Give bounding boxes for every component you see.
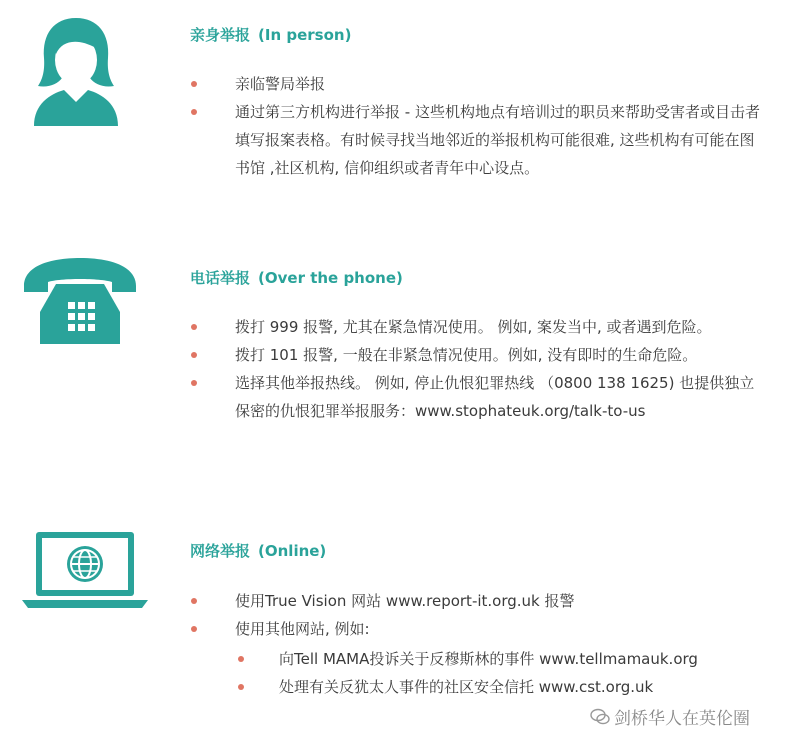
watermark-text: 剑桥华人在英伦圈 [614,709,750,729]
list-item: 使用True Vision 网站 www.report-it.org.uk 报警 [190,587,765,615]
person-icon [28,14,124,130]
list-item: 选择其他举报热线。 例如, 停止仇恨犯罪热线 （0800 138 1625) 也提供独立保密的仇恨犯罪举报服务：www.stophateuk.org/talk-to-us [190,369,765,425]
laptop-globe-icon [22,530,148,616]
bullet-list [190,587,765,701]
bullet-list [190,70,765,182]
list-item: 拨打 999 报警, 尤其在紧急情况使用。 例如, 案发当中, 或者遇到危险。 [190,313,765,341]
telephone-icon [20,256,140,350]
section-title-en: (In person) [258,26,352,44]
list-item-label: 使用其他网站, 例如: [235,620,370,638]
list-item: 亲临警局举报 [190,70,765,98]
sub-list-item: 向Tell MAMA投诉关于反穆斯林的事件 www.tellmamauk.org [235,645,765,673]
section-title-zh: 电话举报 [190,269,251,287]
section-title [190,540,326,561]
section-title-zh: 亲身举报 [190,26,251,44]
section-title [190,267,403,288]
watermark [590,704,750,731]
section-title-en: (Over the phone) [258,269,403,287]
wechat-icon [590,708,610,731]
list-item [190,615,765,701]
sub-list [235,645,765,701]
section-title [190,24,351,45]
list-item: 通过第三方机构进行举报 - 这些机构地点有培训过的职员来帮助受害者或目击者填写报案表格。有时候寻找当地邻近的举报机构可能很难, 这些机构有可能在图书馆 ,社区机构, 信仰组织或者青年中心设点。 [190,98,765,182]
bullet-list [190,313,765,425]
section-title-zh: 网络举报 [190,542,251,560]
sub-list-item: 处理有关反犹太人事件的社区安全信托 www.cst.org.uk [235,673,765,701]
list-item: 拨打 101 报警, 一般在非紧急情况使用。例如, 没有即时的生命危险。 [190,341,765,369]
section-title-en: (Online) [258,542,327,560]
